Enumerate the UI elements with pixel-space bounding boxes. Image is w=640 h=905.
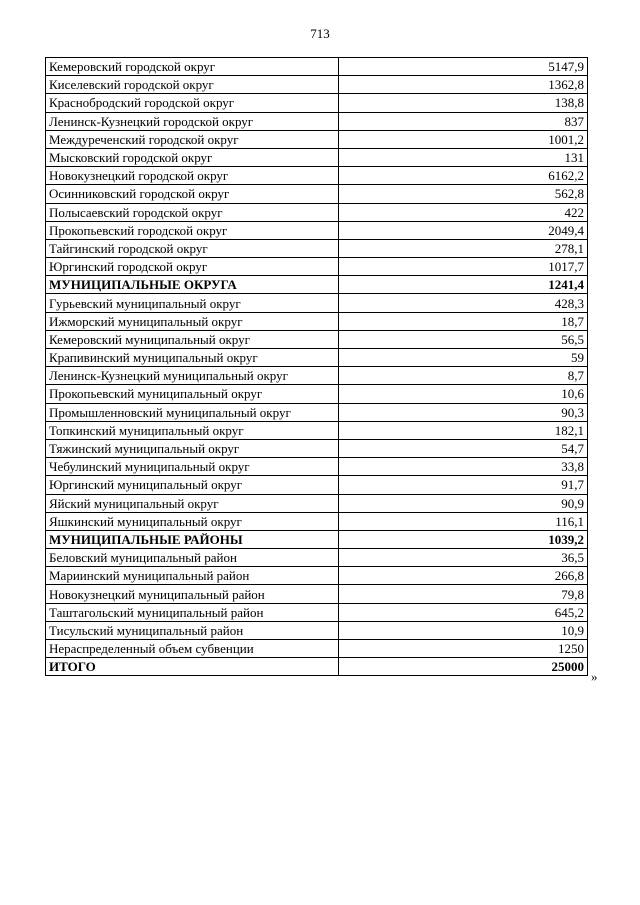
subsidy-amount: 33,8 bbox=[339, 458, 588, 476]
subsidy-amount: 2049,4 bbox=[339, 221, 588, 239]
subsidy-amount: 54,7 bbox=[339, 439, 588, 457]
subsidy-amount: 131 bbox=[339, 148, 588, 166]
municipality-name: Междуреченский городской округ bbox=[46, 130, 339, 148]
subsidy-amount: 6162,2 bbox=[339, 167, 588, 185]
municipality-name: Тисульский муниципальный район bbox=[46, 621, 339, 639]
subsidy-amount: 10,6 bbox=[339, 385, 588, 403]
municipality-name: Новокузнецкий муниципальный район bbox=[46, 585, 339, 603]
subsidy-amount: 18,7 bbox=[339, 312, 588, 330]
municipality-name: Гурьевский муниципальный округ bbox=[46, 294, 339, 312]
table-row bbox=[46, 476, 588, 494]
municipality-name: Яшкинский муниципальный округ bbox=[46, 512, 339, 530]
table-row bbox=[46, 494, 588, 512]
table-row bbox=[46, 148, 588, 166]
municipality-name: Топкинский муниципальный округ bbox=[46, 421, 339, 439]
table-row bbox=[46, 385, 588, 403]
subsidy-amount: 1039,2 bbox=[339, 530, 588, 548]
municipality-name: Промышленновский муниципальный округ bbox=[46, 403, 339, 421]
subsidy-amount: 278,1 bbox=[339, 239, 588, 257]
subsidy-amount: 266,8 bbox=[339, 567, 588, 585]
table-row bbox=[46, 185, 588, 203]
subsidy-amount: 138,8 bbox=[339, 94, 588, 112]
table-row bbox=[46, 403, 588, 421]
table-row bbox=[46, 258, 588, 276]
table-row bbox=[46, 549, 588, 567]
municipality-name: МУНИЦИПАЛЬНЫЕ ОКРУГА bbox=[46, 276, 339, 294]
table-row bbox=[46, 567, 588, 585]
table-row-summary bbox=[46, 530, 588, 548]
table-row bbox=[46, 58, 588, 76]
municipality-name: Тайгинский городской округ bbox=[46, 239, 339, 257]
subsidy-amount: 79,8 bbox=[339, 585, 588, 603]
subsidy-amount: 562,8 bbox=[339, 185, 588, 203]
municipality-name: Киселевский городской округ bbox=[46, 76, 339, 94]
municipality-name: Кемеровский городской округ bbox=[46, 58, 339, 76]
table-row bbox=[46, 312, 588, 330]
table-row bbox=[46, 167, 588, 185]
table-row bbox=[46, 458, 588, 476]
subsidy-amount: 428,3 bbox=[339, 294, 588, 312]
subsidy-amount: 8,7 bbox=[339, 367, 588, 385]
municipality-name: Новокузнецкий городской округ bbox=[46, 167, 339, 185]
page-number: 713 bbox=[310, 26, 330, 41]
table-row bbox=[46, 421, 588, 439]
subsidy-amount: 91,7 bbox=[339, 476, 588, 494]
municipality-name: Беловский муниципальный район bbox=[46, 549, 339, 567]
table-row bbox=[46, 512, 588, 530]
subsidy-amount: 182,1 bbox=[339, 421, 588, 439]
municipality-name: Юргинский муниципальный округ bbox=[46, 476, 339, 494]
municipality-name: Краснобродский городской округ bbox=[46, 94, 339, 112]
table-row bbox=[46, 349, 588, 367]
table-row bbox=[46, 585, 588, 603]
municipality-name: ИТОГО bbox=[46, 658, 339, 676]
municipality-name: Таштагольский муниципальный район bbox=[46, 603, 339, 621]
table-row-summary bbox=[46, 276, 588, 294]
municipality-name: МУНИЦИПАЛЬНЫЕ РАЙОНЫ bbox=[46, 530, 339, 548]
municipality-name: Кемеровский муниципальный округ bbox=[46, 330, 339, 348]
subsidy-amount: 90,9 bbox=[339, 494, 588, 512]
subsidy-amount: 645,2 bbox=[339, 603, 588, 621]
table-row bbox=[46, 239, 588, 257]
municipality-name: Крапивинский муниципальный округ bbox=[46, 349, 339, 367]
subsidy-amount: 36,5 bbox=[339, 549, 588, 567]
subsidy-amount: 422 bbox=[339, 203, 588, 221]
municipality-name: Нераспределенный объем субвенции bbox=[46, 640, 339, 658]
municipality-name: Ленинск-Кузнецкий муниципальный округ bbox=[46, 367, 339, 385]
subsidy-amount: 1001,2 bbox=[339, 130, 588, 148]
table-row bbox=[46, 130, 588, 148]
table-row bbox=[46, 367, 588, 385]
municipality-name: Полысаевский городской округ bbox=[46, 203, 339, 221]
municipality-name: Осинниковский городской округ bbox=[46, 185, 339, 203]
subsidy-amount: 116,1 bbox=[339, 512, 588, 530]
subsidy-amount: 1362,8 bbox=[339, 76, 588, 94]
table-row-summary bbox=[46, 658, 588, 676]
subsidy-amount: 59 bbox=[339, 349, 588, 367]
table-row bbox=[46, 330, 588, 348]
municipality-name: Мысковский городской округ bbox=[46, 148, 339, 166]
municipality-name: Ижморский муниципальный округ bbox=[46, 312, 339, 330]
municipality-name: Чебулинский муниципальный округ bbox=[46, 458, 339, 476]
table-row bbox=[46, 640, 588, 658]
table-row bbox=[46, 439, 588, 457]
municipality-name: Яйский муниципальный округ bbox=[46, 494, 339, 512]
subsidy-amount: 1017,7 bbox=[339, 258, 588, 276]
table-row bbox=[46, 603, 588, 621]
subsidy-amount: 56,5 bbox=[339, 330, 588, 348]
table-row bbox=[46, 621, 588, 639]
municipality-name: Мариинский муниципальный район bbox=[46, 567, 339, 585]
table-row bbox=[46, 203, 588, 221]
municipality-name: Юргинский городской округ bbox=[46, 258, 339, 276]
subsidy-amount: 90,3 bbox=[339, 403, 588, 421]
table-row bbox=[46, 221, 588, 239]
subsidy-table bbox=[45, 57, 588, 676]
municipality-name: Прокопьевский муниципальный округ bbox=[46, 385, 339, 403]
table-body bbox=[46, 58, 588, 676]
municipality-name: Ленинск-Кузнецкий городской округ bbox=[46, 112, 339, 130]
table-row bbox=[46, 94, 588, 112]
subsidy-amount: 1241,4 bbox=[339, 276, 588, 294]
closing-quote: » bbox=[591, 669, 598, 684]
subsidy-amount: 5147,9 bbox=[339, 58, 588, 76]
municipality-name: Тяжинский муниципальный округ bbox=[46, 439, 339, 457]
table-row bbox=[46, 294, 588, 312]
subsidy-amount: 25000 bbox=[339, 658, 588, 676]
subsidy-amount: 1250 bbox=[339, 640, 588, 658]
table-row bbox=[46, 76, 588, 94]
subsidy-amount: 10,9 bbox=[339, 621, 588, 639]
table-row bbox=[46, 112, 588, 130]
municipality-name: Прокопьевский городской округ bbox=[46, 221, 339, 239]
subsidy-amount: 837 bbox=[339, 112, 588, 130]
